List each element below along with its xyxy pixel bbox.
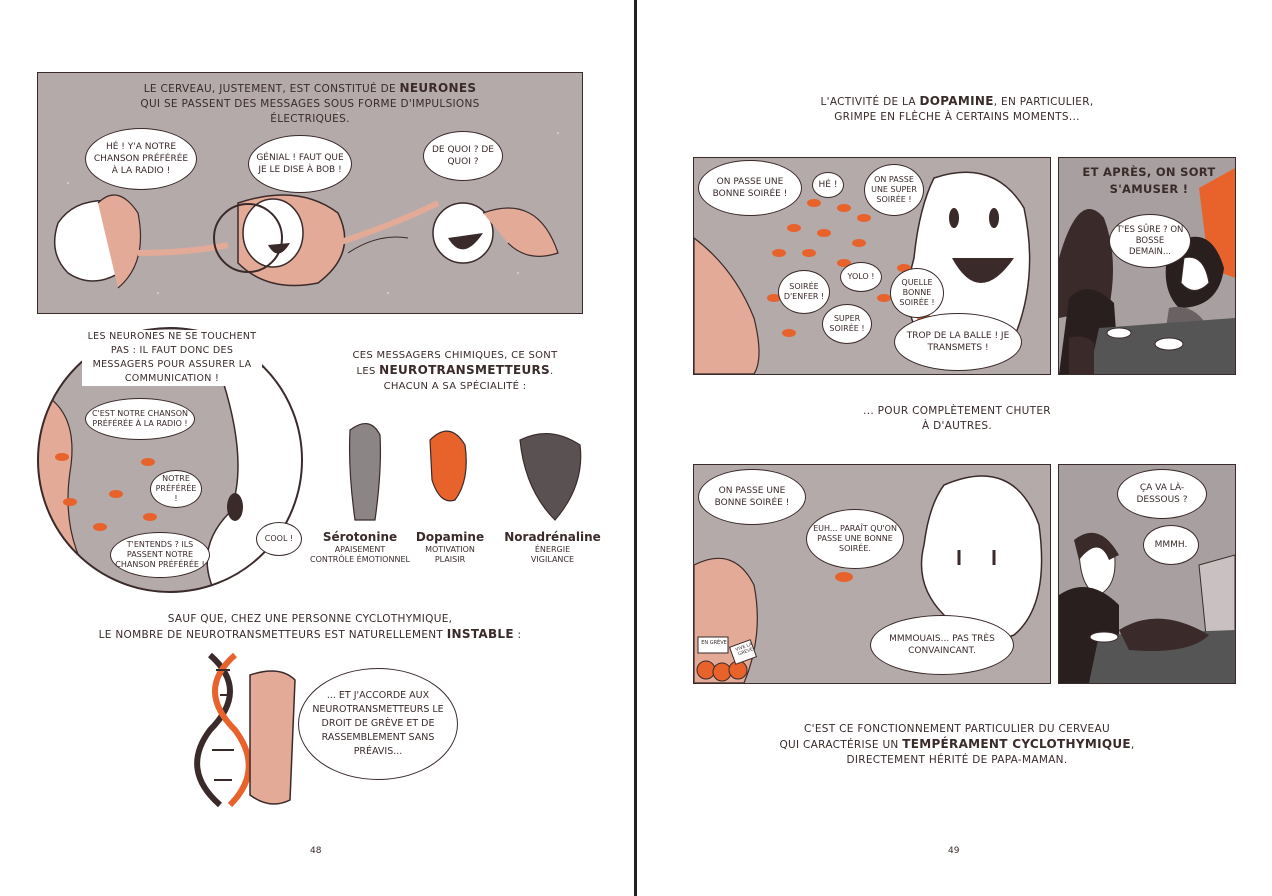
speech-bubble: C'EST NOTRE CHANSON PRÉFÉRÉE À LA RADIO ! bbox=[85, 398, 195, 440]
caption-bold: DOPAMINE bbox=[919, 94, 994, 108]
caption-text: ... POUR COMPLÈTEMENT CHUTER bbox=[863, 405, 1051, 417]
speech-bubble: QUELLE BONNE SOIRÉE ! bbox=[890, 268, 944, 318]
caption-bold: NEUROTRANSMETTEURS bbox=[379, 363, 550, 377]
strike-sign: EN GRÈVE bbox=[701, 640, 727, 646]
going-out-panel bbox=[1058, 157, 1236, 375]
tired-panel bbox=[1058, 464, 1236, 684]
caption-bold: INSTABLE bbox=[446, 627, 514, 641]
caption-text: L'ACTIVITÉ DE LA bbox=[820, 96, 920, 108]
caption-text: LES bbox=[356, 366, 380, 377]
speech-bubble: GÉNIAL ! FAUT QUE JE LE DISE À BOB ! bbox=[248, 135, 352, 193]
noradrenaline-desc bbox=[510, 545, 595, 565]
caption-text: . bbox=[549, 366, 554, 377]
speech-bubble: ON PASSE UNE BONNE SOIRÉE ! bbox=[698, 160, 802, 216]
caption-text: , bbox=[1130, 739, 1135, 751]
speech-bubble: TROP DE LA BALLE ! JE TRANSMETS ! bbox=[894, 313, 1022, 371]
instability-caption bbox=[80, 612, 540, 643]
caption-text: GRIMPE EN FLÈCHE À CERTAINS MOMENTS... bbox=[834, 111, 1080, 123]
caption-bold: TEMPÉRAMENT CYCLOTHYMIQUE bbox=[902, 737, 1131, 751]
middle-caption bbox=[837, 404, 1077, 434]
messengers-caption bbox=[330, 348, 580, 394]
dopamine-party-panel bbox=[693, 157, 1051, 375]
dopamine-desc bbox=[410, 545, 490, 565]
caption-text: DIRECTEMENT HÉRITÉ DE PAPA-MAMAN. bbox=[846, 754, 1068, 766]
speech-bubble: EUH... PARAÎT QU'ON PASSE UNE BONNE SOIRÉE. bbox=[806, 509, 904, 569]
desc-line: PLAISIR bbox=[434, 555, 466, 564]
desc-line: VIGILANCE bbox=[530, 555, 575, 564]
caption-text: LE CERVEAU, JUSTEMENT, EST CONSTITUÉ DE bbox=[143, 83, 400, 95]
speech-bubble: MMMH. bbox=[1143, 525, 1199, 565]
speech-bubble: HÉ ! bbox=[812, 172, 844, 198]
caption-text: CES MESSAGERS CHIMIQUES, CE SONT bbox=[352, 350, 558, 361]
speech-bubble: T'ENTENDS ? ILS PASSENT NOTRE CHANSON PRÉFÉRÉE ! bbox=[110, 532, 210, 578]
speech-bubble: HÉ ! Y'A NOTRE CHANSON PRÉFÉRÉE À LA RADIO ! bbox=[85, 128, 197, 190]
top-caption bbox=[787, 94, 1127, 125]
desc-line: APAISEMENT bbox=[334, 545, 386, 554]
left-page bbox=[0, 0, 634, 896]
dopamine-name: Dopamine bbox=[415, 530, 485, 544]
circle-caption: LES NEURONES NE SE TOUCHENT PAS : IL FAUT DONC DES MESSAGERS POUR ASSURER LA COMMUNICATION ! bbox=[82, 330, 262, 386]
caption-text: CHACUN A SA SPÉCIALITÉ : bbox=[383, 381, 527, 392]
speech-bubble: ON PASSE UNE SUPER SOIRÉE ! bbox=[864, 164, 924, 216]
page-number: 49 bbox=[948, 846, 960, 856]
serotonin-name: Sérotonine bbox=[322, 530, 398, 544]
panel1-caption bbox=[138, 81, 482, 127]
dna-scroll-illustration bbox=[190, 650, 310, 810]
speech-bubble: SUPER SOIRÉE ! bbox=[822, 304, 872, 344]
speech-bubble: COOL ! bbox=[256, 522, 302, 556]
conclusion-caption bbox=[767, 722, 1147, 768]
strike-sign: VIVE LA GRÈVE bbox=[735, 642, 754, 658]
page-number: 48 bbox=[310, 846, 322, 856]
caption-text: SAUF QUE, CHEZ UNE PERSONNE CYCLOTHYMIQUE, bbox=[167, 613, 453, 625]
serotonin-desc bbox=[300, 545, 420, 565]
caption-text: À D'AUTRES. bbox=[921, 420, 992, 432]
speech-bubble: NOTRE PRÉFÉRÉE ! bbox=[150, 470, 202, 508]
speech-bubble: SOIRÉE D'ENFER ! bbox=[778, 270, 830, 314]
speech-bubble: T'ES SÛRE ? ON BOSSE DEMAIN... bbox=[1109, 214, 1191, 268]
panel-b-caption: ET APRÈS, ON SORT S'AMUSER ! bbox=[1082, 165, 1216, 196]
desc-line: ÉNERGIE bbox=[534, 545, 571, 554]
dopamine-low-panel bbox=[693, 464, 1051, 684]
desc-line: MOTIVATION bbox=[425, 545, 475, 554]
caption-text: QUI CARACTÉRISE UN bbox=[779, 739, 903, 751]
caption-text: : bbox=[513, 629, 522, 641]
caption-text: LE NOMBRE DE NEUROTRANSMETTEURS EST NATURELLEMENT bbox=[98, 629, 447, 641]
caption-text: QUI SE PASSENT DES MESSAGES SOUS FORME D'IMPULSIONS ÉLECTRIQUES. bbox=[140, 98, 480, 125]
speech-bubble: DE QUOI ? DE QUOI ? bbox=[423, 131, 503, 181]
speech-bubble: ... ET J'ACCORDE AUX NEUROTRANSMETTEURS LE DROIT DE GRÈVE ET DE RASSEMBLEMENT SANS PRÉAVIS... bbox=[298, 668, 458, 780]
speech-bubble: YOLO ! bbox=[840, 262, 882, 292]
speech-bubble: MMMOUAIS... PAS TRÈS CONVAINCANT. bbox=[870, 615, 1014, 675]
caption-text: , EN PARTICULIER, bbox=[993, 96, 1094, 108]
noradrenaline-name: Noradrénaline bbox=[504, 530, 601, 544]
desc-line: CONTRÔLE ÉMOTIONNEL bbox=[310, 555, 410, 564]
neurotransmitter-figures bbox=[320, 410, 620, 530]
caption-bold: NEURONES bbox=[399, 81, 477, 95]
speech-bubble: ÇA VA LÀ-DESSOUS ? bbox=[1117, 469, 1207, 519]
right-page bbox=[637, 0, 1272, 896]
caption-text: C'EST CE FONCTIONNEMENT PARTICULIER DU CERVEAU bbox=[804, 723, 1110, 735]
neurons-panel bbox=[37, 72, 583, 314]
speech-bubble: ON PASSE UNE BONNE SOIRÉE ! bbox=[698, 469, 806, 525]
